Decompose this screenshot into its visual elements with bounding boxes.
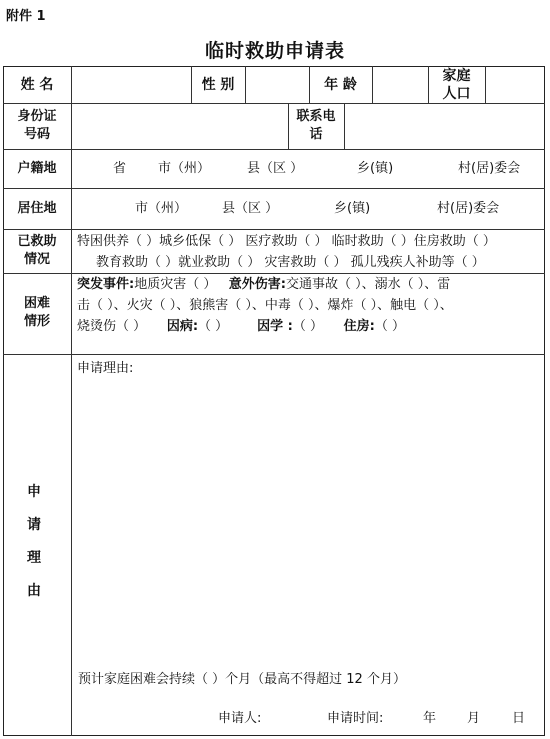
- hardship-line-2: 击（ ）、火灾（ ）、狼熊害（ ）、中毒（ ）、爆炸（ ）、触电（ ）、: [77, 298, 453, 313]
- age-label: 年 龄: [324, 77, 357, 93]
- reason-label: 申请理由:: [77, 361, 134, 376]
- row-divider: [3, 273, 545, 274]
- sudden-event-text: 地质灾害（ ）: [134, 277, 217, 292]
- day-label: 日: [512, 711, 526, 726]
- year-label: 年: [423, 711, 437, 726]
- family-size-label: 家庭 人口: [442, 68, 471, 102]
- village-text: 村(居)委会: [458, 161, 521, 176]
- household-registration-label: 户籍地: [17, 161, 57, 176]
- hardship-line-1: [77, 277, 450, 293]
- county-text: 县（区 ）: [222, 201, 279, 216]
- reason-text-area[interactable]: [74, 380, 542, 660]
- gender-field[interactable]: [246, 67, 308, 103]
- accident-text: 交通事故（ ）、溺水（ ）、雷: [285, 277, 451, 292]
- attachment-label: 附件 1: [6, 9, 46, 24]
- burn-text: 烧烫伤（ ）: [77, 319, 147, 334]
- form-title: 临时救助申请表: [204, 40, 345, 62]
- illness-label: 因病:: [166, 319, 199, 334]
- city-text: 市（州）: [158, 161, 211, 176]
- city-text: 市（州）: [135, 201, 188, 216]
- row-divider: [3, 354, 545, 355]
- phone-field[interactable]: [345, 104, 544, 148]
- hardship-line-3: [77, 319, 405, 335]
- study-label: 因学 :: [257, 319, 293, 334]
- study-paren: （ ）: [292, 319, 323, 334]
- illness-paren: （ ）: [198, 319, 229, 334]
- housing-paren: （ ）: [374, 319, 405, 334]
- assistance-line-1: 特困供养（ ）城乡低保（ ） 医疗救助（ ） 临时救助（ ）住房救助（ ）: [77, 234, 496, 249]
- housing-label: 住房:: [343, 319, 375, 334]
- id-number-field[interactable]: [72, 104, 287, 148]
- id-number-label: 身份证 号码: [17, 109, 57, 142]
- phone-label: 联系电 话: [296, 109, 336, 142]
- assistance-received-label: 已救助 情况: [17, 234, 57, 267]
- accident-label: 意外伤害:: [228, 277, 286, 292]
- town-text: 乡(镇): [357, 161, 394, 176]
- province-text: 省: [113, 161, 127, 176]
- village-text: 村(居)委会: [437, 201, 500, 216]
- assistance-line-2: 教育救助（ ）就业救助（ ） 灾害救助（ ） 孤儿残疾人补助等（ ）: [96, 255, 485, 270]
- apply-time-label: 申请时间:: [327, 711, 384, 726]
- month-label: 月: [467, 711, 481, 726]
- age-field[interactable]: [373, 67, 427, 103]
- row-divider: [3, 229, 545, 230]
- reason-vertical-label: 申 请 理 由: [27, 484, 41, 599]
- hardship-label: 困难 情形: [23, 296, 50, 329]
- town-text: 乡(镇): [334, 201, 371, 216]
- family-size-field[interactable]: [486, 67, 544, 103]
- gender-label: 性 别: [201, 77, 235, 93]
- applicant-label: 申请人:: [218, 711, 262, 726]
- county-text: 县（区 ）: [247, 161, 304, 176]
- sudden-event-label: 突发事件:: [77, 277, 135, 292]
- name-field[interactable]: [72, 67, 190, 103]
- residence-label: 居住地: [17, 201, 57, 216]
- duration-text: 预计家庭困难会持续（ ）个月（最高不得超过 12 个月）: [78, 672, 406, 687]
- name-label: 姓 名: [20, 77, 54, 93]
